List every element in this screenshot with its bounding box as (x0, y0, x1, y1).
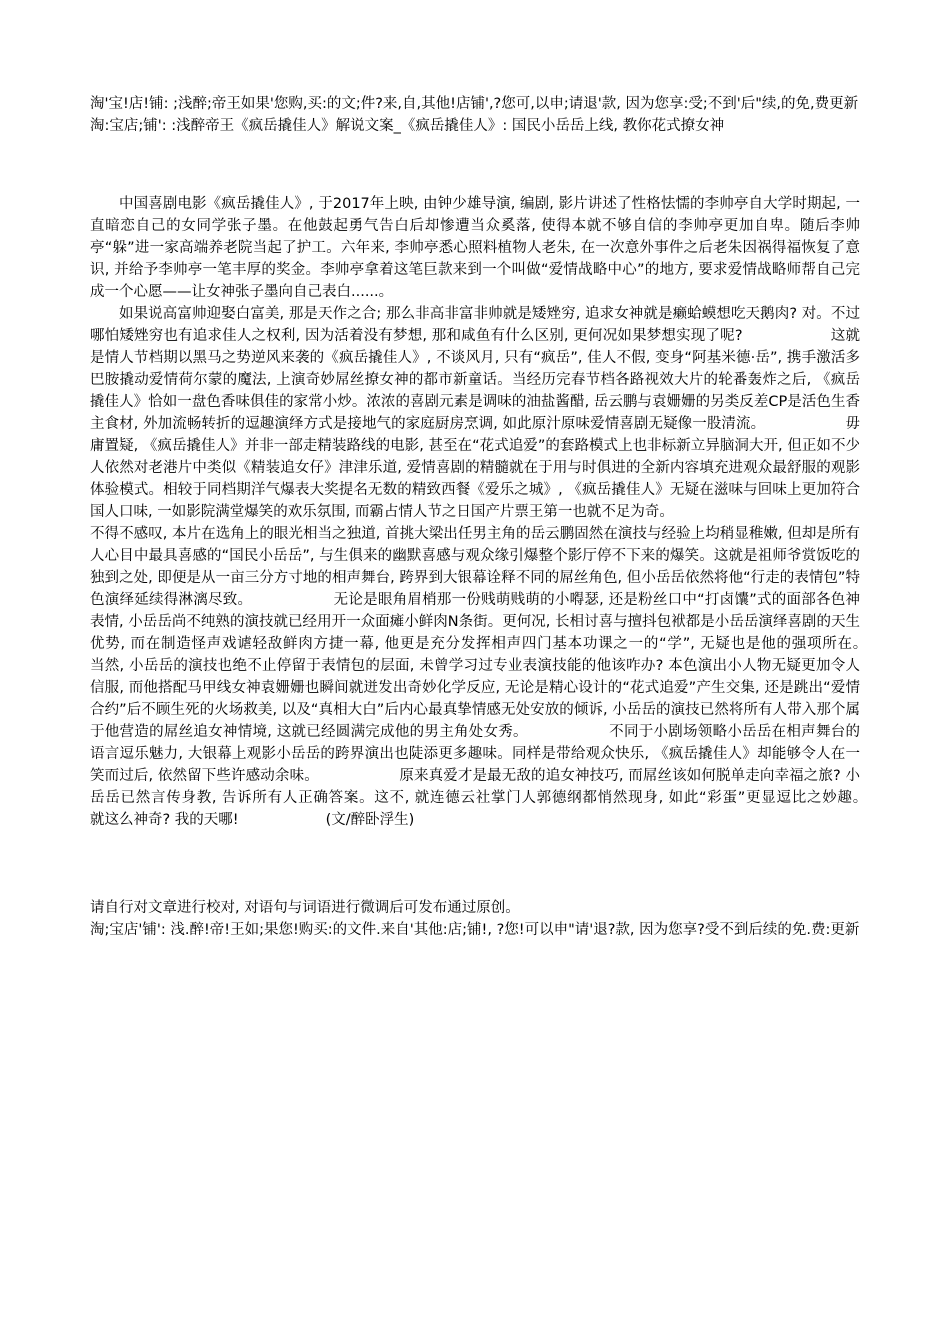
document-footer (90, 897, 860, 941)
article-body (90, 193, 947, 831)
footer-watermark-text: 淘;宝店'铺': 浅.醉!帝!王如;果您!购买:的文件.来自'其他:店;铺!, ?您!可以申"请'退?款, 因为您享?受不到后续的免.费:更新 (90, 922, 860, 938)
footer-note: 请自行对文章进行校对, 对语句与词语进行微调后可发布通过原创。 (90, 900, 520, 916)
paragraph-review: 如果说高富帅迎娶白富美, 那是天作之合; 那么非高非富非帅就是矮矬穷, 追求女神就是癞蛤蟆想吃天鹅肉? 对。不过哪怕矮矬穷也有追求佳人之权利, 因为活着没有梦想, 那和咸鱼有什么区别, 更何况如果梦想实现了呢? 这就是情人节档期以黑马之势逆风来袭的《疯岳撬佳人》, 不谈风月, 只有“疯岳”, 佳人不假, 变身“阿基米德·岳”, 携手激活多巴胺撬动爱情荷尔蒙的魔法, 上演奇妙屌丝撩女神的都市新童话。当经历完春节档各路视效大片的轮番轰炸之后, 《疯岳撬佳人》恰如一盘色香味俱佳的家常小炒。浓浓的喜剧元素是调味的油盐酱醋, 岳云鹏与袁姗姗的另类反差CP是活色生香主食材, 外加流畅转折的逗趣演绎方式是接地气的家庭厨房烹调, 如此原汁原味爱情喜剧无疑像一股清流。 毋庸置疑, 《疯岳撬佳人》并非一部走精装路线的电影, 甚至在“花式追爱”的套路模式上也非标新立异脑洞大开, 但正如不少人依然对老港片中类似《精装追女仔》津津乐道, 爱情喜剧的精髓就在于用与时俱进的全新内容填充进观众最舒服的观影体验模式。相较于同档期洋气爆表大奖提名无数的精致西餐《爱乐之城》, 《疯岳撬佳人》无疑在滋味与回味上更加符合国人口味, 一如影院满堂爆笑的欢乐氛围, 而霸占情人节之日国产片票王第一也就不足为奇。 (90, 306, 860, 520)
document-page (90, 93, 947, 941)
document-header: 淘'宝!店!铺: ;浅醉;帝王如果'您购,买:的文;件?来,自,其他!店铺',?您可,以申;请退'款, 因为您享:受;不到'后"续,的免,费更新淘:宝店;铺': :浅醉帝王《疯岳撬佳人》解说文案_《疯岳撬佳人》: 国民小岳岳上线, 教你花式撩女神 (90, 96, 859, 134)
paragraph-intro: 中国喜剧电影《疯岳撬佳人》, 于2017年上映, 由钟少雄导演, 编剧, 影片讲述了性格怯懦的李帅亭自大学时期起, 一直暗恋自己的女同学张子墨。在他鼓起勇气告白后却惨遭当众奚落, 使得本就不够自信的李帅亭更加自卑。随后李帅亭“躲”进一家高端养老院当起了护工。六年来, 李帅亭悉心照料植物人老朱, 在一次意外事件之后老朱因祸得福恢复了意识, 并给予李帅亭一笔丰厚的奖金。李帅亭拿着这笔巨款来到一个叫做“爱情战略中心”的地方, 要求爱情战略师帮自己完成一个心愿——让女神张子墨向自己表白......。 (90, 196, 860, 300)
paragraph-acting: 不得不感叹, 本片在选角上的眼光相当之独道, 首挑大梁出任男主角的岳云鹏固然在演技与经验上均稍显稚嫩, 但却是所有人心目中最具喜感的“国民小岳岳”, 与生俱来的幽默喜感与观众缘引爆整个影厅停不下来的爆笑。这就是祖师爷赏饭吃的独到之处, 即便是从一亩三分方寸地的相声舞台, 跨界到大银幕诠释不同的屌丝角色, 但小岳岳依然将他“行走的表情包”特色演绎延续得淋漓尽致。 无论是眼角眉梢那一份贱萌贱萌的小嘚瑟, 还是粉丝口中“打卤馕”式的面部各色神表情, 小岳岳尚不纯熟的演技就已经用开一众面瘫小鲜肉N条街。更何况, 长相讨喜与擅抖包袱都是小岳岳演绎喜剧的天生优势, 而在制造怪声戏谑轻敌鲜肉方捷一幕, 他更是充分发挥相声四门基本功课之一的“学”, 无疑也是他的强项所在。 当然, 小岳岳的演技也绝不止停留于表情包的层面, 未曾学习过专业表演技能的他该咋办? 本色演出小人物无疑更加令人信服, 而他搭配马甲线女神袁姗姗也瞬间就迸发出奇妙化学反应, 无论是精心设计的“花式追爱”产生交集, 还是跳出“爱情合约”后不顾生死的火场救美, 以及“真相大白”后内心最真挚情感无处安放的倾诉, 小岳岳的演技已然将所有人带入那个属于他营造的屌丝追女神情境, 这就已经圆满完成他的男主角处女秀。 不同于小剧场领略小岳岳在相声舞台的语言逗乐魅力, 大银幕上观影小岳岳的跨界演出也陡添更多趣味。同样是带给观众快乐, 《疯岳撬佳人》却能够令人在一笑而过后, 依然留下些许感动余味。 原来真爱才是最无敌的追女神技巧, 而屌丝该如何脱单走向幸福之旅? 小岳岳已然言传身教, 告诉所有人正确答案。这不, 就连德云社掌门人郭德纲都悄然现身, 如此“彩蛋”更显逗比之妙趣。 就这么神奇? 我的天哪! (文/醉卧浮生) (90, 526, 947, 828)
